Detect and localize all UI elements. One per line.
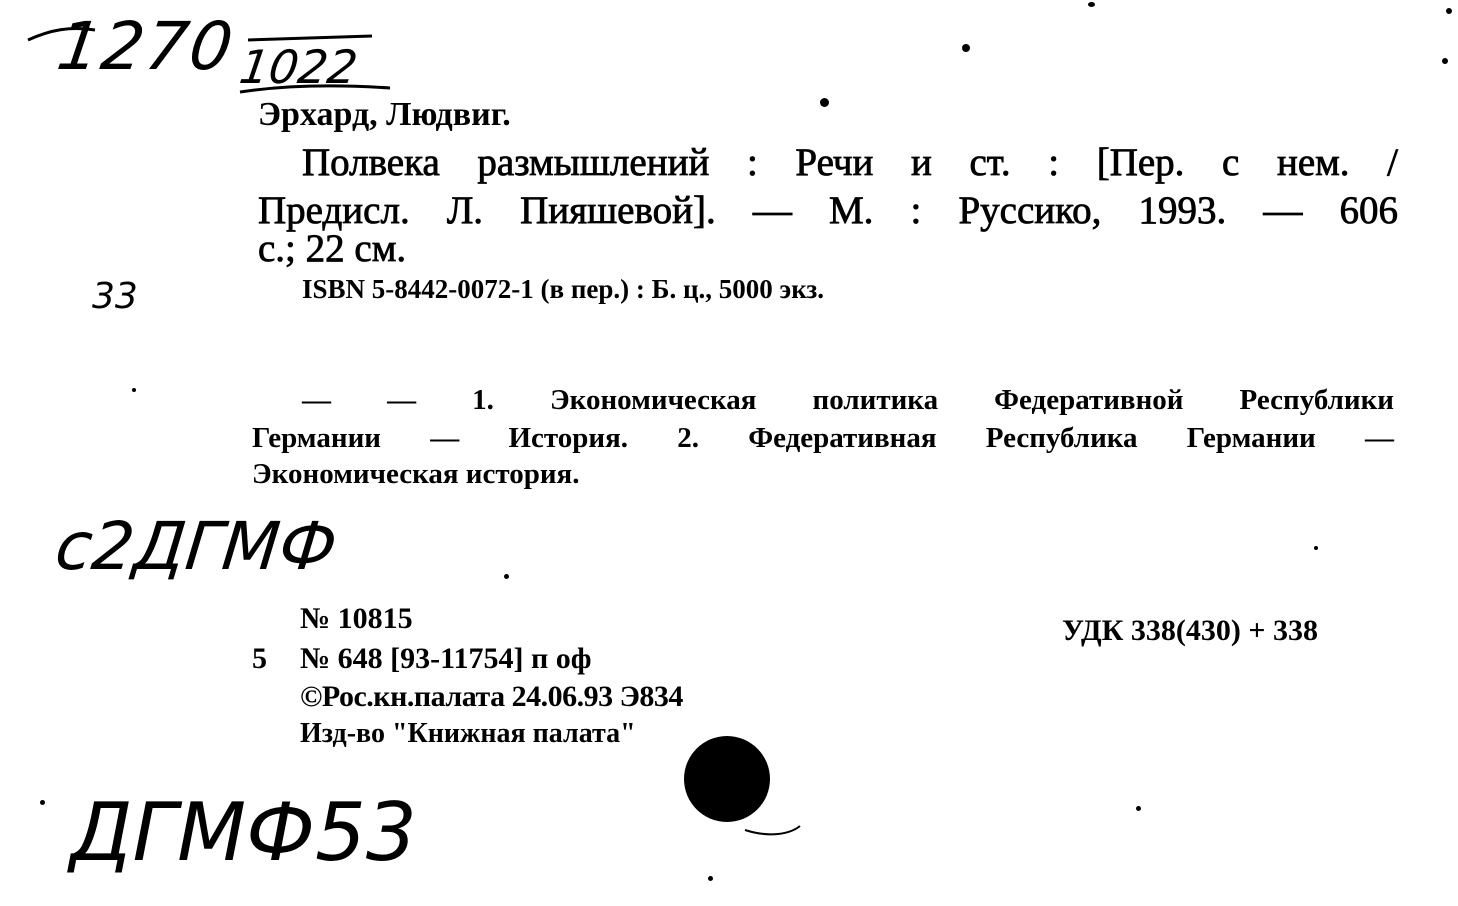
speck [132,388,136,392]
title-line-2: Предисл. Л. Пияшевой]. — М. : Руссико, 1993. — 606 [258,189,1398,232]
imprint-prefix: 5 [252,642,267,675]
speck [1446,8,1452,14]
speck [1136,806,1141,811]
punch-hole [684,736,770,822]
speck [504,574,509,579]
handwritten-code-1: с2ДГМФ [51,508,341,585]
handwritten-shelf-mark: 1270 [52,8,240,85]
speck [1088,2,1095,7]
speck [820,98,829,107]
imprint-line-2: ©Рос.кн.палата 24.06.93 Э834 [300,680,683,713]
title-line-3: с.; 22 см. [258,227,407,270]
isbn-line: ISBN 5-8442-0072-1 (в пер.) : Б. ц., 5000 экз. [302,274,824,304]
handwritten-margin-note: 33 [92,276,138,317]
imprint-line-1: № 648 [93-11754] п оф [300,642,592,675]
handwritten-code-2: ДГМФ53 [70,786,417,879]
speck [1442,58,1448,64]
title-line-1: Полвека размышлений : Речи и ст. : [Пер. с нем. / [302,141,1398,184]
imprint-line-3: Изд-во "Книжная палата" [300,718,636,749]
subjects-line-1: — — 1. Экономическая политика Федеративной Республики [302,384,1394,416]
subjects-line-3: Экономическая история. [252,458,580,490]
author-heading: Эрхард, Людвиг. [258,96,511,133]
handwritten-shelf-mark-sub: 1022 [236,40,361,94]
speck [962,44,970,52]
speck [1314,546,1318,550]
udc-class: УДК 338(430) + 338 [1062,614,1318,647]
subjects-line-2: Германии — История. 2. Федеративная Республика Германии — [252,422,1394,454]
record-number: № 10815 [300,602,413,635]
speck [708,876,713,881]
speck [40,800,45,805]
